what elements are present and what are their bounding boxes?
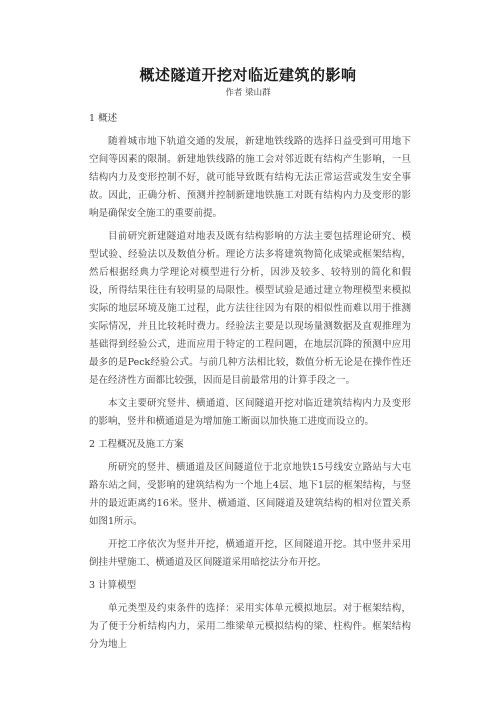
- document-author: 作者 梁山群: [225, 88, 271, 98]
- paragraph: 开挖工序依次为竖井开挖，横通道开挖，区间隧道开挖。其中竖井采用倒挂井壁施工、横通道及区间隧道采用暗挖法分布开挖。: [89, 539, 411, 568]
- paragraph: 本文主要研究竖井、横通道、区间隧道开挖对临近建筑结构内力及变形的影响，竖井和横通道是为增加施工断面以加快施工进度而设立的。: [89, 398, 411, 427]
- document-body: [89, 110, 411, 659]
- paragraph: 目前研究新建隧道对地表及既有结构影响的方法主要包括理论研究、模型试验、经验法以及数值分析。理论方法多将建筑物简化成梁或框架结构，然后根据经典力学理论对模型进行分析，因涉及较多、较特别的简化和假设，所得结果往往有较明显的局限性。模型试验是通过建立物理模型来模拟实际的地层环境及施工过程，此方法往往因为有限的相似性而难以用于推测实际情况，并且比较耗时费力。经验法主要是以现场量测数据及直观推理为基础得到经验公式，进而应用于特定的工程问题，在地层沉降的预测中应用最多的是Peck经验公式。与前几种方法相比较，数值分析无论是在操作性还是在经济性方面都比较强，因而是目前最常用的计算手段之一。: [89, 231, 411, 386]
- paragraph: 单元类型及约束条件的选择：采用实体单元模拟地层。对于框架结构，为了便于分析结构内力，采用二维梁单元模拟结构的梁、柱构件。框架结构分为地上: [89, 603, 411, 650]
- section-heading-model: 3 计算模型: [89, 580, 137, 591]
- section-heading-overview: 1 概述: [89, 113, 118, 124]
- paragraph: 所研究的竖井、横通道及区间隧道位于北京地铁15号线安立路站与大屯路东站之间，受影响的建筑结构为一个地上4层、地下1层的框架结构，与竖井的最近距离约16米。竖井、横通道、区间隧道及建筑结构的相对位置关系如图1所示。: [89, 462, 411, 527]
- document-title: 概述隧道开挖对临近建筑的影响: [139, 66, 357, 84]
- paragraph: 随着城市地下轨道交通的发展，新建地铁线路的选择日益受到可用地下空间等因素的限制。新建地铁线路的施工会对邻近既有结构产生影响，一旦结构内力及变形控制不好，就可能导致既有结构无法正常运营或发生安全事故。因此，正确分析、预测并控制新建地铁施工对既有结构内力及变形的影响是确保安全施工的重要前提。: [89, 136, 411, 219]
- section-heading-project: 2 工程概况及施工方案: [89, 439, 184, 450]
